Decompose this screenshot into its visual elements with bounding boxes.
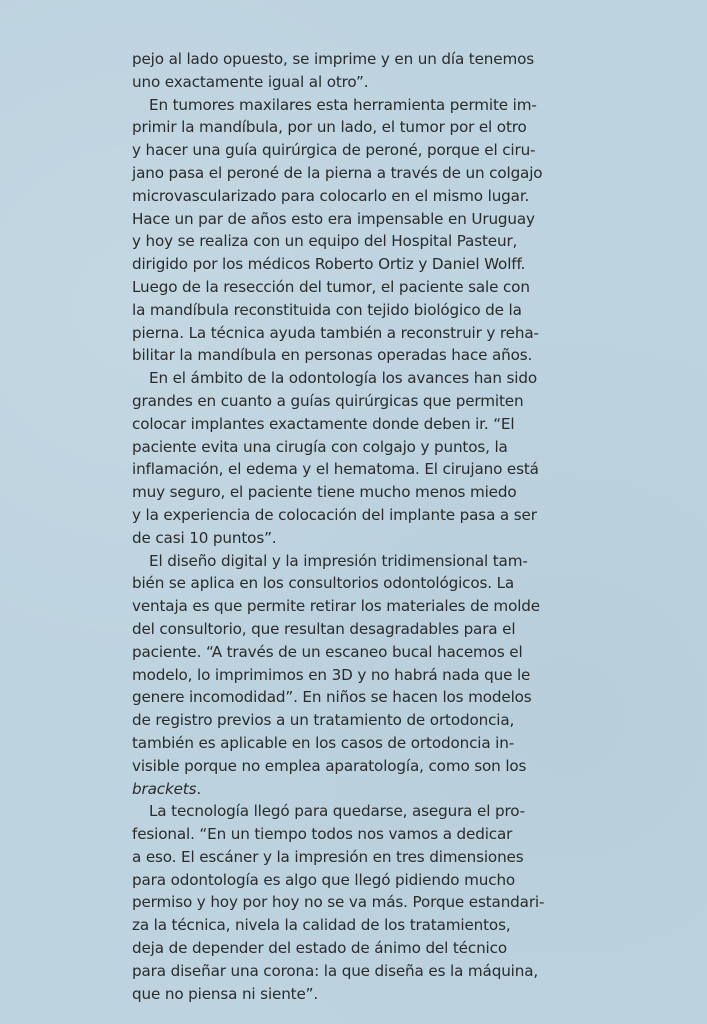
text-line: Hace un par de años esto era impensable en Uruguay (132, 209, 535, 228)
paragraph-first-line: El diseño digital y la impresión tridimensional tam- (149, 551, 528, 570)
text-line: de casi 10 puntos”. (132, 528, 277, 547)
text-line: visible porque no emplea aparatología, como son los (132, 756, 527, 775)
text-line: paciente. “A través de un escaneo bucal hacemos el (132, 642, 523, 661)
text-line: la mandíbula reconstituida con tejido biológico de la (132, 300, 522, 319)
text-line: Luego de la resección del tumor, el paciente sale con (132, 277, 530, 296)
text-line: y hoy se realiza con un equipo del Hospital Pasteur, (132, 232, 518, 251)
text-line: para odontología es algo que llegó pidiendo mucho (132, 870, 516, 889)
text-line: dirigido por los médicos Roberto Ortiz y Daniel Wolff. (132, 255, 526, 274)
text-line: pierna. La técnica ayuda también a reconstruir y reha- (132, 323, 539, 342)
text-line: y la experiencia de colocación del implante pasa a ser (132, 505, 537, 524)
italic-term: brackets (132, 779, 197, 798)
text-line: ventaja es que permite retirar los materiales de molde (132, 597, 540, 616)
text-line: permiso y hoy por hoy no se va más. Porque estandari- (132, 893, 545, 912)
text-line: primir la mandíbula, por un lado, el tumor por el otro (132, 118, 527, 137)
text-line: del consultorio, que resultan desagradables para el (132, 619, 516, 638)
text-line: colocar implantes exactamente donde deben ir. “El (132, 414, 515, 433)
text-line: y hacer una guía quirúrgica de peroné, porque el ciru- (132, 141, 536, 160)
text-line: bién se aplica en los consultorios odontológicos. La (132, 574, 515, 593)
text-line: también es aplicable en los casos de ortodoncia in- (132, 733, 515, 752)
text-line: fesional. “En un tiempo todos nos vamos a dedicar (132, 825, 513, 844)
text-line: za la técnica, nivela la calidad de los tratamientos, (132, 916, 511, 935)
text-line: inflamación, el edema y el hematoma. El cirujano está (132, 460, 539, 479)
paragraph-first-line: La tecnología llegó para quedarse, asegura el pro- (149, 802, 525, 821)
text-line: grandes en cuanto a guías quirúrgicas que permiten (132, 391, 524, 410)
text-line: uno exactamente igual al otro”. (132, 72, 369, 91)
text-line: paciente evita una cirugía con colgajo y puntos, la (132, 437, 508, 456)
text-line: deja de depender del estado de ánimo del técnico (132, 939, 507, 958)
paragraph-first-line: En tumores maxilares esta herramienta permite im- (149, 95, 537, 114)
text-line: pejo al lado opuesto, se imprime y en un día tenemos (132, 50, 535, 68)
article-text-column (132, 48, 552, 1005)
text-line (132, 778, 552, 801)
punctuation: . (196, 779, 202, 798)
text-line: modelo, lo imprimimos en 3D y no habrá nada que le (132, 665, 531, 684)
text-line: a eso. El escáner y la impresión en tres dimensiones (132, 847, 524, 866)
text-line: microvascularizado para colocarlo en el mismo lugar. (132, 186, 530, 205)
text-line: genere incomodidad”. En niños se hacen los modelos (132, 688, 532, 707)
text-line: de registro previos a un tratamiento de ortodoncia, (132, 711, 515, 730)
text-line: jano pasa el peroné de la pierna a través de un colgajo (132, 163, 543, 182)
paragraph-first-line: En el ámbito de la odontología los avances han sido (149, 369, 537, 388)
text-line: para diseñar una corona: la que diseña es la máquina, (132, 961, 539, 980)
text-line: que no piensa ni siente”. (132, 984, 319, 1003)
text-line: bilitar la mandíbula en personas operadas hace años. (132, 346, 533, 365)
text-line: muy seguro, el paciente tiene mucho menos miedo (132, 483, 517, 502)
